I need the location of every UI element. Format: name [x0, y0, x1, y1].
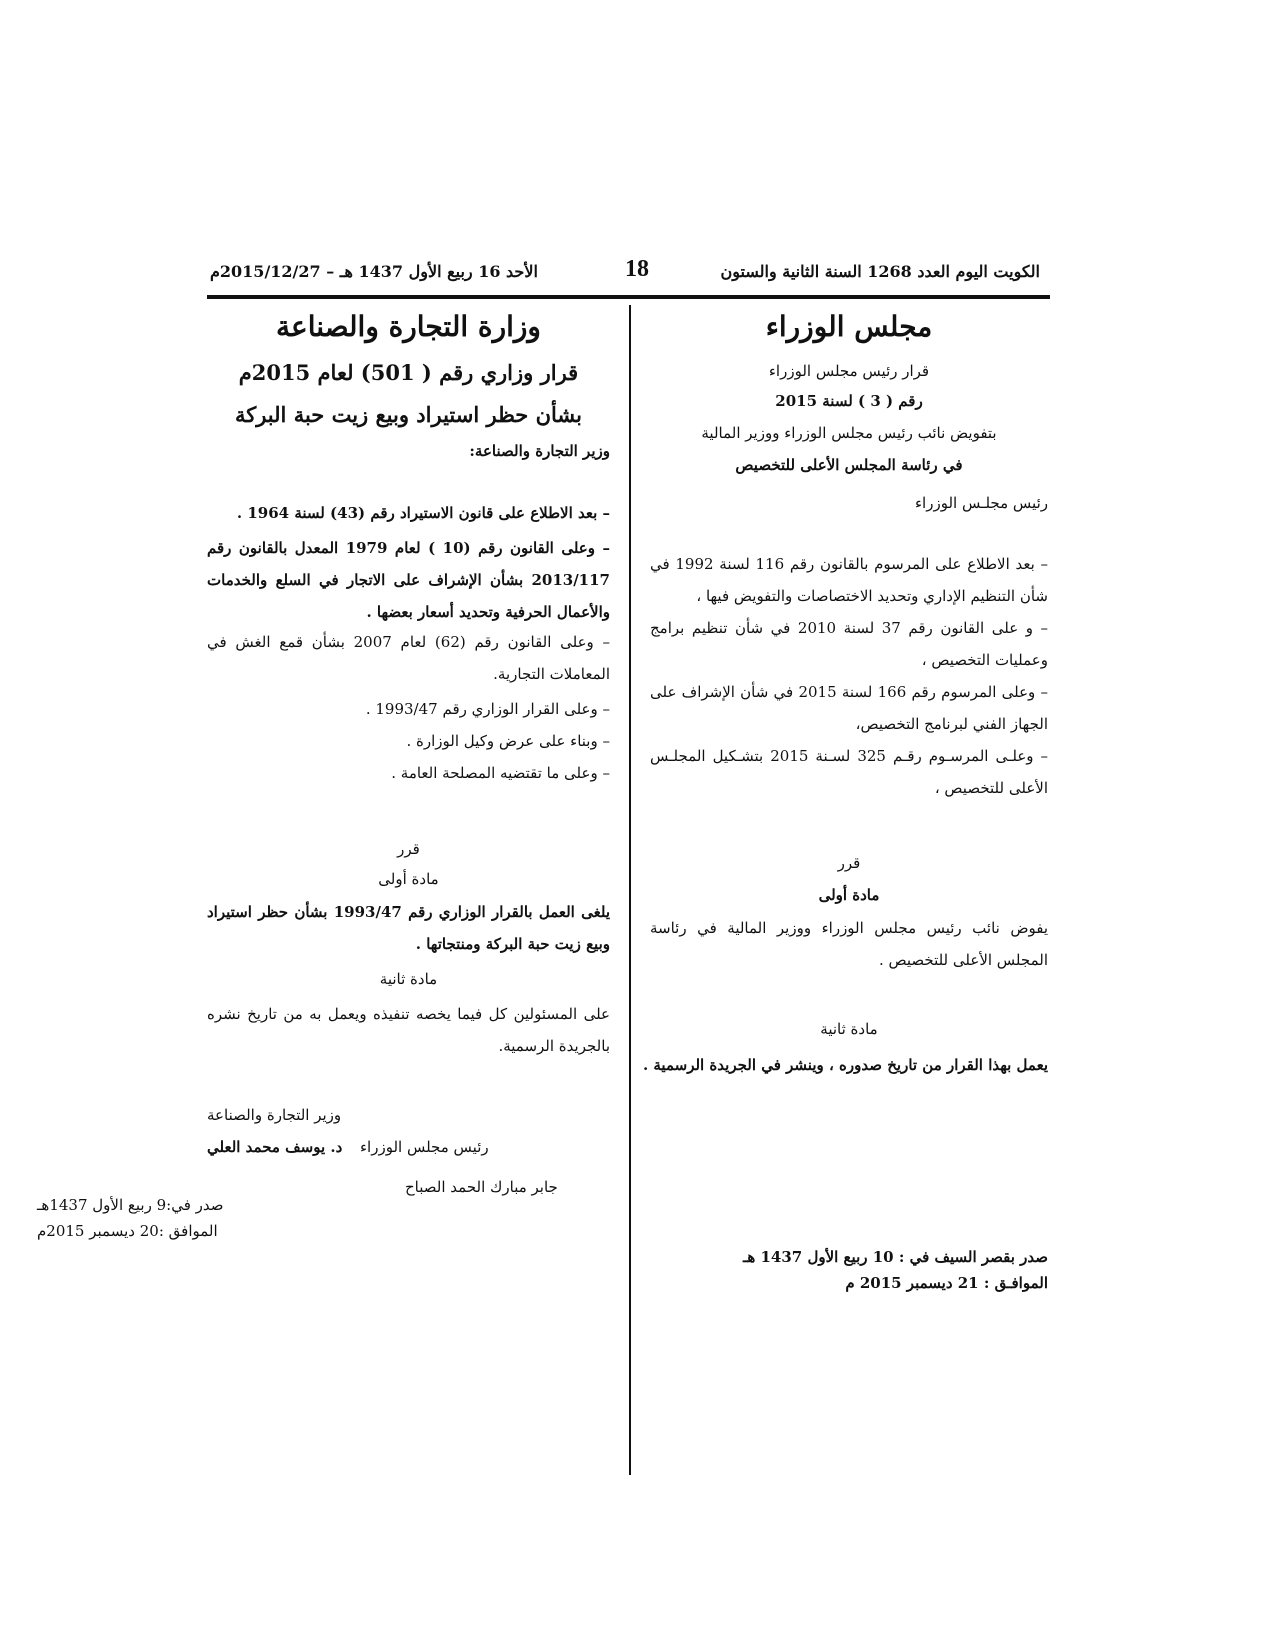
cabinet-decision-line4: في رئاسة المجلس الأعلى للتخصيص — [735, 456, 963, 474]
commerce-signer-name — [207, 1138, 610, 1156]
cabinet-decision-line2: رقم ( 3 ) لسنة 2015 — [775, 392, 923, 410]
commerce-issued-text: صدر في:9 ربيع الأول 1437هـ — [37, 1196, 224, 1214]
header-issue-info: الكويت اليوم العدد 1268 السنة الثانية والستون — [720, 262, 1040, 281]
cabinet-article1-title: مادة أولى — [818, 886, 880, 904]
cabinet-recital-2: – و على القانون رقم 37 لسنة 2010 في شأن تنظيم برامج وعمليات التخصيص ، — [650, 619, 1048, 669]
commerce-recital-2: – وعلى القانون رقم (10 ) لعام 1979 المعدل بالقانون رقم 2013/117 بشأن الإشراف على الاتجار في السلع والخدمات والأعمال الحرفية وتحديد أسعار بعضها . — [207, 539, 610, 621]
commerce-recital-5: – وبناء على عرض وكيل الوزارة . — [406, 732, 610, 750]
cabinet-corresponding: الموافـق : 21 ديسمبر 2015 م — [845, 1274, 1048, 1292]
header-rule — [207, 295, 1050, 299]
commerce-article1-title: مادة أولى — [378, 870, 439, 888]
commerce-signer-title-text: وزير التجارة والصناعة — [207, 1106, 342, 1124]
cabinet-decision-line1: قرار رئيس مجلس الوزراء — [768, 362, 930, 380]
header-date: الأحد 16 ربيع الأول 1437 هـ – 2015/12/27م — [210, 262, 538, 281]
commerce-corresponding — [37, 1222, 440, 1240]
cabinet-title: مجلس الوزراء — [765, 310, 933, 343]
cabinet-article2-text: يعمل بهذا القرار من تاريخ صدوره ، وينشر في الجريدة الرسمية . — [642, 1056, 1048, 1074]
commerce-article2-title: مادة ثانية — [379, 970, 438, 988]
commerce-issuer: وزير التجارة والصناعة: — [469, 442, 610, 460]
column-divider — [629, 305, 631, 1475]
cabinet-decided: قرر — [837, 854, 861, 872]
cabinet-signer-name-text: جابر مبارك الحمد الصباح — [405, 1178, 558, 1196]
commerce-title: وزارة التجارة والصناعة — [276, 310, 541, 343]
commerce-decision: قرار وزاري رقم ( 501) لعام 2015م — [238, 360, 579, 385]
commerce-decided: قرر — [397, 840, 420, 858]
commerce-recital-4: – وعلى القرار الوزاري رقم 1993/47 . — [365, 700, 610, 718]
cabinet-decision-line3: بتفويض نائب رئيس مجلس الوزراء ووزير المالية — [701, 424, 997, 442]
cabinet-signer-title-text: رئيس مجلس الوزراء — [360, 1138, 489, 1156]
commerce-issued — [37, 1196, 440, 1214]
cabinet-recital-4: – وعلـى المرسـوم رقـم 325 لسـنة 2015 بتشـكيل المجلـس الأعلى للتخصيص ، — [650, 747, 1049, 797]
cabinet-recital-1: – بعد الاطلاع على المرسوم بالقانون رقم 116 لسنة 1992 في شأن التنظيم الإداري وتحديد الاختصاصات والتفويض فيها ، — [650, 555, 1048, 605]
commerce-recital-3: – وعلى القانون رقم (62) لعام 2007 بشأن قمع الغش في المعاملات التجارية. — [207, 633, 611, 683]
cabinet-article1-text: يفوض نائب رئيس مجلس الوزراء ووزير المالية في رئاسة المجلس الأعلى للتخصيص . — [650, 919, 1048, 969]
commerce-recital-6: – وعلى ما تقتضيه المصلحة العامة . — [391, 764, 610, 782]
commerce-signer-title — [207, 1106, 610, 1124]
cabinet-article2-title: مادة ثانية — [820, 1020, 878, 1038]
cabinet-issued: صدر بقصر السيف في : 10 ربيع الأول 1437 هـ — [742, 1248, 1048, 1266]
commerce-recital-1: – بعد الاطلاع على قانون الاستيراد رقم (43) لسنة 1964 . — [236, 504, 610, 522]
cabinet-signer-name — [405, 1178, 803, 1196]
cabinet-issuer: رئيس مجلـس الوزراء — [914, 494, 1048, 512]
commerce-article1-text: يلغى العمل بالقرار الوزاري رقم 1993/47 بشأن حظر استيراد وبيع زيت حبة البركة ومنتجاتها . — [207, 903, 610, 953]
cabinet-recital-3: – وعلى المرسوم رقم 166 لسنة 2015 في شأن الإشراف على الجهاز الفني لبرنامج التخصيص، — [650, 683, 1049, 733]
commerce-article2-text: على المسئولين كل فيما يخصه تنفيذه ويعمل به من تاريخ نشره بالجريدة الرسمية. — [207, 1005, 610, 1055]
commerce-signer-name-text: د. يوسف محمد العلي — [207, 1138, 343, 1156]
page-number: 18 — [625, 256, 649, 282]
commerce-corresponding-text: الموافق :20 ديسمبر 2015م — [37, 1222, 218, 1240]
commerce-subject: بشأن حظر استيراد وبيع زيت حبة البركة — [234, 402, 583, 427]
